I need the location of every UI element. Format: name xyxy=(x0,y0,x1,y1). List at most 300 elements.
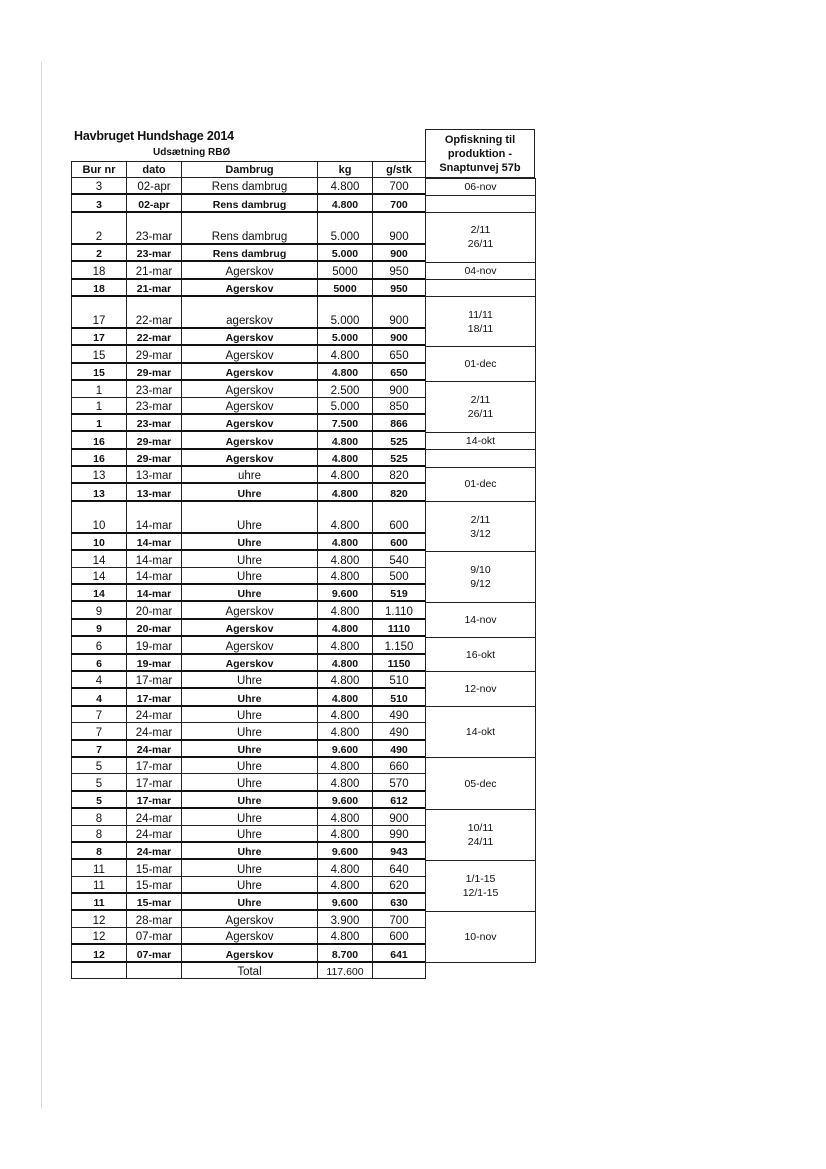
kg-cell: 5.000 xyxy=(318,397,373,414)
g-stk-cell: 570 xyxy=(373,774,426,791)
dambrug-cell: Uhre xyxy=(182,842,318,859)
dato-cell: 21-mar xyxy=(127,261,182,278)
table-row xyxy=(72,397,426,414)
harvest-date: 04-nov xyxy=(464,264,497,277)
dato-cell: 17-mar xyxy=(127,688,182,705)
stocking-table xyxy=(71,161,426,979)
table-row xyxy=(72,808,426,825)
kg-cell: 4.800 xyxy=(318,194,373,211)
dato-cell: 17-mar xyxy=(127,671,182,688)
bur-nr-cell: 11 xyxy=(72,893,127,910)
g-stk-cell: 641 xyxy=(373,944,426,961)
dambrug-cell: Agerskov xyxy=(182,397,318,414)
header-dato: dato xyxy=(127,162,182,178)
table-row xyxy=(72,671,426,688)
dambrug-cell: Uhre xyxy=(182,774,318,791)
kg-cell: 4.800 xyxy=(318,774,373,791)
harvest-header-line-1: Opfiskning til xyxy=(444,134,516,146)
harvest-date: 01-dec xyxy=(464,357,497,370)
harvest-column-header xyxy=(425,129,535,178)
table-row xyxy=(72,380,426,397)
kg-cell: 4.800 xyxy=(318,501,373,533)
g-stk-cell: 490 xyxy=(373,706,426,723)
harvest-date: 18/11 xyxy=(467,322,494,335)
harvest-row xyxy=(426,637,536,672)
bur-nr-cell: 17 xyxy=(72,296,127,328)
harvest-date-cell xyxy=(426,450,536,467)
harvest-date: 01-dec xyxy=(464,478,497,491)
kg-cell: 9.600 xyxy=(318,584,373,601)
dato-cell: 24-mar xyxy=(127,723,182,740)
table-row xyxy=(72,178,426,195)
harvest-row xyxy=(426,860,536,911)
harvest-row xyxy=(426,551,536,602)
kg-cell: 4.800 xyxy=(318,671,373,688)
dambrug-cell: Uhre xyxy=(182,740,318,757)
harvest-date-cell xyxy=(426,179,536,196)
kg-cell: 4.800 xyxy=(318,723,373,740)
table-row xyxy=(72,501,426,533)
table-row-subtotal xyxy=(72,893,426,910)
kg-cell: 4.800 xyxy=(318,859,373,876)
bur-nr-cell: 16 xyxy=(72,449,127,466)
bur-nr-cell: 5 xyxy=(72,791,127,808)
dato-cell: 13-mar xyxy=(127,483,182,500)
dato-cell: 07-mar xyxy=(127,927,182,944)
g-stk-cell: 820 xyxy=(373,466,426,483)
harvest-date: 06-nov xyxy=(464,180,497,193)
bur-nr-cell: 1 xyxy=(72,380,127,397)
g-stk-cell: 900 xyxy=(373,808,426,825)
dambrug-cell: uhre xyxy=(182,466,318,483)
harvest-row xyxy=(426,297,536,346)
kg-cell: 5000 xyxy=(318,261,373,278)
harvest-row xyxy=(426,381,536,432)
table-row xyxy=(72,296,426,328)
table-row-subtotal xyxy=(72,279,426,296)
dato-cell: 14-mar xyxy=(127,533,182,550)
harvest-row xyxy=(426,672,536,707)
g-stk-cell: 900 xyxy=(373,244,426,261)
harvest-date-cell xyxy=(426,707,536,758)
blank-cell xyxy=(72,962,127,979)
harvest-date-cell xyxy=(426,432,536,449)
bur-nr-cell: 5 xyxy=(72,757,127,774)
harvest-row xyxy=(426,911,536,962)
bur-nr-cell: 14 xyxy=(72,550,127,567)
harvest-date: 2/11 xyxy=(470,513,491,526)
g-stk-cell: 700 xyxy=(373,910,426,927)
dambrug-cell: Uhre xyxy=(182,757,318,774)
g-stk-cell: 510 xyxy=(373,688,426,705)
harvest-date: 9/10 xyxy=(470,563,491,576)
table-row-subtotal xyxy=(72,740,426,757)
kg-cell: 4.800 xyxy=(318,431,373,448)
dambrug-cell: Uhre xyxy=(182,808,318,825)
harvest-date-cell xyxy=(426,637,536,672)
table-row xyxy=(72,550,426,567)
g-stk-cell: 850 xyxy=(373,397,426,414)
dambrug-cell: Uhre xyxy=(182,825,318,842)
harvest-row xyxy=(426,195,536,212)
harvest-date: 10/11 xyxy=(467,821,494,834)
g-stk-cell: 640 xyxy=(373,859,426,876)
dato-cell: 13-mar xyxy=(127,466,182,483)
g-stk-cell: 620 xyxy=(373,876,426,893)
kg-cell: 4.800 xyxy=(318,363,373,380)
kg-cell: 4.800 xyxy=(318,619,373,636)
bur-nr-cell: 3 xyxy=(72,194,127,211)
table-row xyxy=(72,927,426,944)
kg-cell: 4.800 xyxy=(318,449,373,466)
kg-cell: 5000 xyxy=(318,279,373,296)
document-title: Havbruget Hundshage 2014 xyxy=(74,129,234,143)
kg-cell: 4.800 xyxy=(318,550,373,567)
blank-cell xyxy=(373,962,426,979)
dato-cell: 14-mar xyxy=(127,584,182,601)
harvest-header-line-3: Snaptunvej 57b xyxy=(439,162,521,174)
bur-nr-cell: 13 xyxy=(72,483,127,500)
dato-cell: 24-mar xyxy=(127,706,182,723)
harvest-date-cell xyxy=(426,262,536,279)
harvest-date-cell xyxy=(426,911,536,962)
header-g-stk: g/stk xyxy=(373,162,426,178)
g-stk-cell: 600 xyxy=(373,927,426,944)
harvest-row xyxy=(426,213,536,262)
g-stk-cell: 600 xyxy=(373,533,426,550)
harvest-date-cell xyxy=(426,809,536,860)
dato-cell: 17-mar xyxy=(127,791,182,808)
dato-cell: 24-mar xyxy=(127,842,182,859)
kg-cell: 4.800 xyxy=(318,876,373,893)
bur-nr-cell: 2 xyxy=(72,212,127,244)
dato-cell: 15-mar xyxy=(127,859,182,876)
table-row-subtotal xyxy=(72,449,426,466)
kg-cell: 5.000 xyxy=(318,328,373,345)
bur-nr-cell: 11 xyxy=(72,859,127,876)
bur-nr-cell: 5 xyxy=(72,774,127,791)
g-stk-cell: 490 xyxy=(373,723,426,740)
dambrug-cell: Uhre xyxy=(182,893,318,910)
bur-nr-cell: 8 xyxy=(72,825,127,842)
dato-cell: 24-mar xyxy=(127,740,182,757)
dambrug-cell: Uhre xyxy=(182,671,318,688)
harvest-date: 05-dec xyxy=(464,777,497,790)
kg-cell: 4.800 xyxy=(318,178,373,195)
harvest-date: 9/12 xyxy=(470,577,491,590)
total-row xyxy=(72,962,426,979)
table-row-subtotal xyxy=(72,791,426,808)
bur-nr-cell: 6 xyxy=(72,636,127,653)
dato-cell: 23-mar xyxy=(127,380,182,397)
dato-cell: 15-mar xyxy=(127,876,182,893)
dato-cell: 14-mar xyxy=(127,567,182,584)
dato-cell: 29-mar xyxy=(127,345,182,362)
dambrug-cell: Uhre xyxy=(182,723,318,740)
bur-nr-cell: 15 xyxy=(72,363,127,380)
g-stk-cell: 650 xyxy=(373,363,426,380)
bur-nr-cell: 2 xyxy=(72,244,127,261)
harvest-date-cell xyxy=(426,467,536,502)
table-row xyxy=(72,859,426,876)
bur-nr-cell: 1 xyxy=(72,414,127,431)
total-kg: 117.600 xyxy=(318,962,373,979)
dambrug-cell: Agerskov xyxy=(182,619,318,636)
harvest-row xyxy=(426,450,536,467)
table-row-subtotal xyxy=(72,688,426,705)
dambrug-cell: Agerskov xyxy=(182,601,318,618)
dato-cell: 22-mar xyxy=(127,328,182,345)
dambrug-cell: Agerskov xyxy=(182,927,318,944)
dambrug-cell: Agerskov xyxy=(182,449,318,466)
harvest-date: 3/12 xyxy=(470,527,491,540)
dambrug-cell: Agerskov xyxy=(182,279,318,296)
g-stk-cell: 700 xyxy=(373,194,426,211)
table-row-subtotal xyxy=(72,533,426,550)
g-stk-cell: 900 xyxy=(373,380,426,397)
harvest-date: 12/1-15 xyxy=(462,886,499,899)
g-stk-cell: 519 xyxy=(373,584,426,601)
dato-cell: 07-mar xyxy=(127,944,182,961)
dato-cell: 21-mar xyxy=(127,279,182,296)
dato-cell: 20-mar xyxy=(127,619,182,636)
harvest-row xyxy=(426,809,536,860)
bur-nr-cell: 7 xyxy=(72,740,127,757)
dambrug-cell: Rens dambrug xyxy=(182,194,318,211)
harvest-header-line-2: produktion - xyxy=(447,148,513,160)
kg-cell: 4.800 xyxy=(318,706,373,723)
table-row-subtotal xyxy=(72,414,426,431)
kg-cell: 3.900 xyxy=(318,910,373,927)
harvest-date: 24/11 xyxy=(467,835,494,848)
dato-cell: 23-mar xyxy=(127,212,182,244)
bur-nr-cell: 3 xyxy=(72,178,127,195)
harvest-date-cell xyxy=(426,213,536,262)
table-row-subtotal xyxy=(72,654,426,671)
header-kg: kg xyxy=(318,162,373,178)
harvest-date: 14-okt xyxy=(465,726,496,739)
g-stk-cell: 660 xyxy=(373,757,426,774)
table-row xyxy=(72,757,426,774)
table-row-subtotal xyxy=(72,584,426,601)
g-stk-cell: 490 xyxy=(373,740,426,757)
dambrug-cell: Uhre xyxy=(182,706,318,723)
dato-cell: 24-mar xyxy=(127,825,182,842)
dambrug-cell: Rens dambrug xyxy=(182,212,318,244)
blank-cell xyxy=(127,962,182,979)
scan-edge-line xyxy=(41,62,42,1108)
harvest-row xyxy=(426,758,536,809)
dato-cell: 23-mar xyxy=(127,414,182,431)
dato-cell: 22-mar xyxy=(127,296,182,328)
harvest-date: 1/1-15 xyxy=(465,872,496,885)
bur-nr-cell: 12 xyxy=(72,910,127,927)
harvest-row xyxy=(426,280,536,297)
dambrug-cell: Uhre xyxy=(182,550,318,567)
dambrug-cell: Agerskov xyxy=(182,363,318,380)
bur-nr-cell: 12 xyxy=(72,927,127,944)
bur-nr-cell: 9 xyxy=(72,619,127,636)
g-stk-cell: 510 xyxy=(373,671,426,688)
harvest-date: 16-okt xyxy=(465,648,496,661)
table-row-subtotal xyxy=(72,842,426,859)
harvest-row xyxy=(426,467,536,502)
table-row xyxy=(72,876,426,893)
table-row-subtotal xyxy=(72,363,426,380)
table-row xyxy=(72,910,426,927)
dambrug-cell: Agerskov xyxy=(182,654,318,671)
kg-cell: 5.000 xyxy=(318,244,373,261)
harvest-date: 2/11 xyxy=(470,224,491,237)
g-stk-cell: 525 xyxy=(373,449,426,466)
dambrug-cell: Agerskov xyxy=(182,944,318,961)
bur-nr-cell: 7 xyxy=(72,706,127,723)
kg-cell: 4.800 xyxy=(318,757,373,774)
dato-cell: 15-mar xyxy=(127,893,182,910)
dato-cell: 29-mar xyxy=(127,363,182,380)
harvest-date-cell xyxy=(426,860,536,911)
dambrug-cell: Uhre xyxy=(182,688,318,705)
harvest-date: 26/11 xyxy=(467,238,494,251)
g-stk-cell: 943 xyxy=(373,842,426,859)
table-row-subtotal xyxy=(72,328,426,345)
dambrug-cell: Agerskov xyxy=(182,431,318,448)
bur-nr-cell: 15 xyxy=(72,345,127,362)
dato-cell: 23-mar xyxy=(127,397,182,414)
g-stk-cell: 1150 xyxy=(373,654,426,671)
dato-cell: 19-mar xyxy=(127,654,182,671)
dambrug-cell: Uhre xyxy=(182,584,318,601)
dambrug-cell: Agerskov xyxy=(182,414,318,431)
kg-cell: 9.600 xyxy=(318,740,373,757)
harvest-date-cell xyxy=(426,280,536,297)
bur-nr-cell: 10 xyxy=(72,533,127,550)
dambrug-cell: Uhre xyxy=(182,501,318,533)
dato-cell: 23-mar xyxy=(127,244,182,261)
kg-cell: 5.000 xyxy=(318,296,373,328)
table-row-subtotal xyxy=(72,483,426,500)
harvest-date-cell xyxy=(426,602,536,637)
bur-nr-cell: 9 xyxy=(72,601,127,618)
kg-cell: 4.800 xyxy=(318,654,373,671)
table-row xyxy=(72,774,426,791)
kg-cell: 4.800 xyxy=(318,808,373,825)
dato-cell: 19-mar xyxy=(127,636,182,653)
dato-cell: 17-mar xyxy=(127,774,182,791)
harvest-date-cell xyxy=(426,381,536,432)
g-stk-cell: 540 xyxy=(373,550,426,567)
table-row xyxy=(72,567,426,584)
bur-nr-cell: 13 xyxy=(72,466,127,483)
dambrug-cell: agerskov xyxy=(182,296,318,328)
bur-nr-cell: 18 xyxy=(72,261,127,278)
dato-cell: 28-mar xyxy=(127,910,182,927)
table-row xyxy=(72,825,426,842)
kg-cell: 4.800 xyxy=(318,688,373,705)
kg-cell: 4.800 xyxy=(318,825,373,842)
bur-nr-cell: 18 xyxy=(72,279,127,296)
g-stk-cell: 600 xyxy=(373,501,426,533)
harvest-date-cell xyxy=(426,297,536,346)
kg-cell: 4.800 xyxy=(318,345,373,362)
table-row-subtotal xyxy=(72,619,426,636)
kg-cell: 4.800 xyxy=(318,601,373,618)
table-row xyxy=(72,723,426,740)
harvest-row xyxy=(426,346,536,381)
dambrug-cell: Agerskov xyxy=(182,380,318,397)
harvest-date-cell xyxy=(426,551,536,602)
g-stk-cell: 900 xyxy=(373,328,426,345)
dambrug-cell: Uhre xyxy=(182,791,318,808)
bur-nr-cell: 11 xyxy=(72,876,127,893)
dato-cell: 02-apr xyxy=(127,194,182,211)
dambrug-cell: Uhre xyxy=(182,876,318,893)
dambrug-cell: Rens dambrug xyxy=(182,244,318,261)
harvest-row xyxy=(426,707,536,758)
dambrug-cell: Agerskov xyxy=(182,910,318,927)
g-stk-cell: 1.110 xyxy=(373,601,426,618)
g-stk-cell: 950 xyxy=(373,279,426,296)
table-row xyxy=(72,466,426,483)
table-row xyxy=(72,345,426,362)
dambrug-cell: Agerskov xyxy=(182,328,318,345)
kg-cell: 9.600 xyxy=(318,893,373,910)
harvest-row xyxy=(426,262,536,279)
kg-cell: 2.500 xyxy=(318,380,373,397)
bur-nr-cell: 8 xyxy=(72,842,127,859)
g-stk-cell: 900 xyxy=(373,296,426,328)
kg-cell: 9.600 xyxy=(318,842,373,859)
table-row xyxy=(72,706,426,723)
g-stk-cell: 950 xyxy=(373,261,426,278)
g-stk-cell: 820 xyxy=(373,483,426,500)
kg-cell: 4.800 xyxy=(318,483,373,500)
harvest-table xyxy=(425,178,536,963)
kg-cell: 8.700 xyxy=(318,944,373,961)
bur-nr-cell: 14 xyxy=(72,584,127,601)
g-stk-cell: 900 xyxy=(373,212,426,244)
table-row xyxy=(72,636,426,653)
harvest-date: 14-okt xyxy=(465,434,496,447)
bur-nr-cell: 4 xyxy=(72,671,127,688)
g-stk-cell: 500 xyxy=(373,567,426,584)
harvest-date: 14-nov xyxy=(464,613,497,626)
g-stk-cell: 700 xyxy=(373,178,426,195)
bur-nr-cell: 17 xyxy=(72,328,127,345)
table-row xyxy=(72,212,426,244)
harvest-row xyxy=(426,602,536,637)
dato-cell: 17-mar xyxy=(127,757,182,774)
harvest-row xyxy=(426,502,536,551)
dambrug-cell: Rens dambrug xyxy=(182,178,318,195)
harvest-row xyxy=(426,432,536,449)
g-stk-cell: 650 xyxy=(373,345,426,362)
table-row-subtotal xyxy=(72,944,426,961)
g-stk-cell: 990 xyxy=(373,825,426,842)
harvest-row xyxy=(426,179,536,196)
document-subtitle: Udsætning RBØ xyxy=(153,147,231,158)
bur-nr-cell: 8 xyxy=(72,808,127,825)
kg-cell: 4.800 xyxy=(318,927,373,944)
dato-cell: 29-mar xyxy=(127,431,182,448)
bur-nr-cell: 6 xyxy=(72,654,127,671)
harvest-date: 26/11 xyxy=(467,407,494,420)
harvest-date-cell xyxy=(426,672,536,707)
harvest-date: 12-nov xyxy=(464,683,497,696)
bur-nr-cell: 1 xyxy=(72,397,127,414)
dato-cell: 24-mar xyxy=(127,808,182,825)
g-stk-cell: 1110 xyxy=(373,619,426,636)
